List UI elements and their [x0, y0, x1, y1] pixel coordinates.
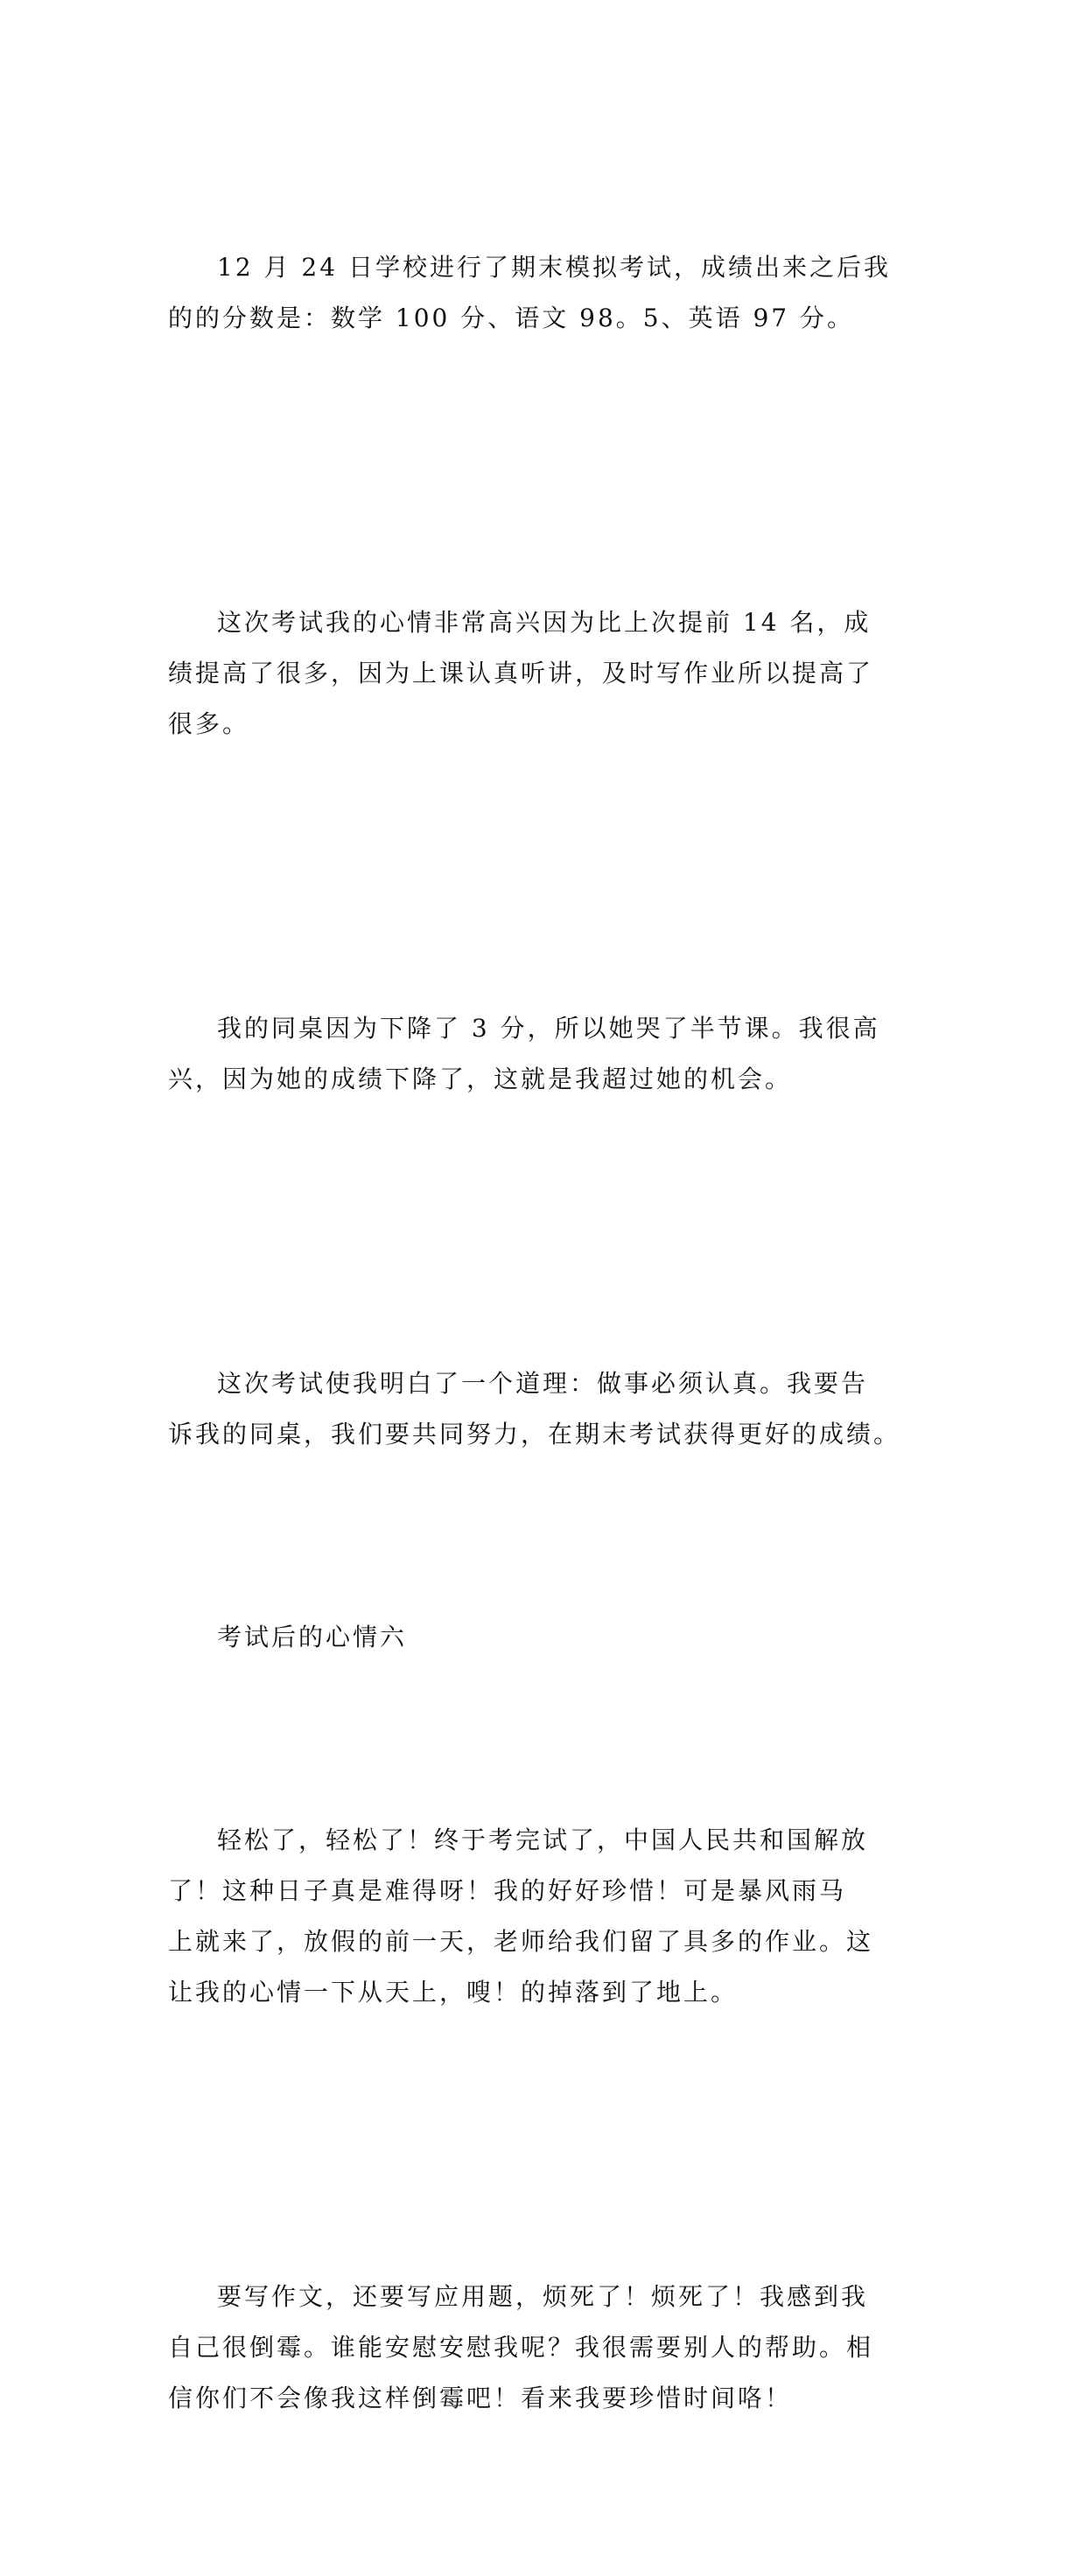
section-title: 考试后的心情六 [217, 1623, 408, 1651]
paragraph-homework [168, 2170, 921, 2525]
paragraph-line: 信你们不会像我这样倒霉吧！看来我要珍惜时间咯！ [168, 2384, 793, 2412]
paragraph-line: 诉我的同桌，我们要共同努力，在期末考试获得更好的成绩。 [168, 1420, 901, 1449]
paragraph-relief [168, 1714, 921, 2119]
paragraph-line: 上就来了，放假的前一天，老师给我们留了具多的作业。这 [168, 1927, 874, 1956]
paragraph-line: 轻松了，轻松了！终于考完试了，中国人民共和国解放 [217, 1826, 869, 1854]
paragraph-exam-scores [168, 141, 921, 445]
paragraph-line: 兴，因为她的成绩下降了，这就是我超过她的机会。 [168, 1065, 793, 1093]
paragraph-deskmate [168, 902, 921, 1206]
paragraph-line: 很多。 [168, 709, 250, 738]
paragraph-lesson [168, 1257, 921, 1561]
paragraph-line: 我的同桌因为下降了 3 分，所以她哭了半节课。我很高 [217, 1014, 880, 1043]
paragraph-line: 这次考试我的心情非常高兴因为比上次提前 14 名，成 [217, 608, 872, 637]
paragraph-line: 自己很倒霉。谁能安慰安慰我呢？我很需要别人的帮助。相 [168, 2333, 874, 2362]
paragraph-line: 了！这种日子真是难得呀！我的好好珍惜！可是暴风雨马 [168, 1876, 847, 1905]
paragraph-line: 12 月 24 日学校进行了期末模拟考试，成绩出来之后我 [217, 253, 891, 282]
paragraph-line: 要写作文，还要写应用题，烦死了！烦死了！我感到我 [217, 2282, 869, 2311]
paragraph-line: 让我的心情一下从天上，嗖！的掉落到了地上。 [168, 1978, 739, 2007]
document-body [168, 141, 921, 2576]
paragraph-line: 绩提高了很多，因为上课认真听讲，及时写作业所以提高了 [168, 659, 874, 688]
paragraph-line: 的的分数是：数学 100 分、语文 98。5、英语 97 分。 [168, 304, 855, 332]
paragraph-line: 这次考试使我明白了一个道理：做事必须认真。我要告 [217, 1369, 869, 1398]
paragraph-mood [168, 496, 921, 851]
